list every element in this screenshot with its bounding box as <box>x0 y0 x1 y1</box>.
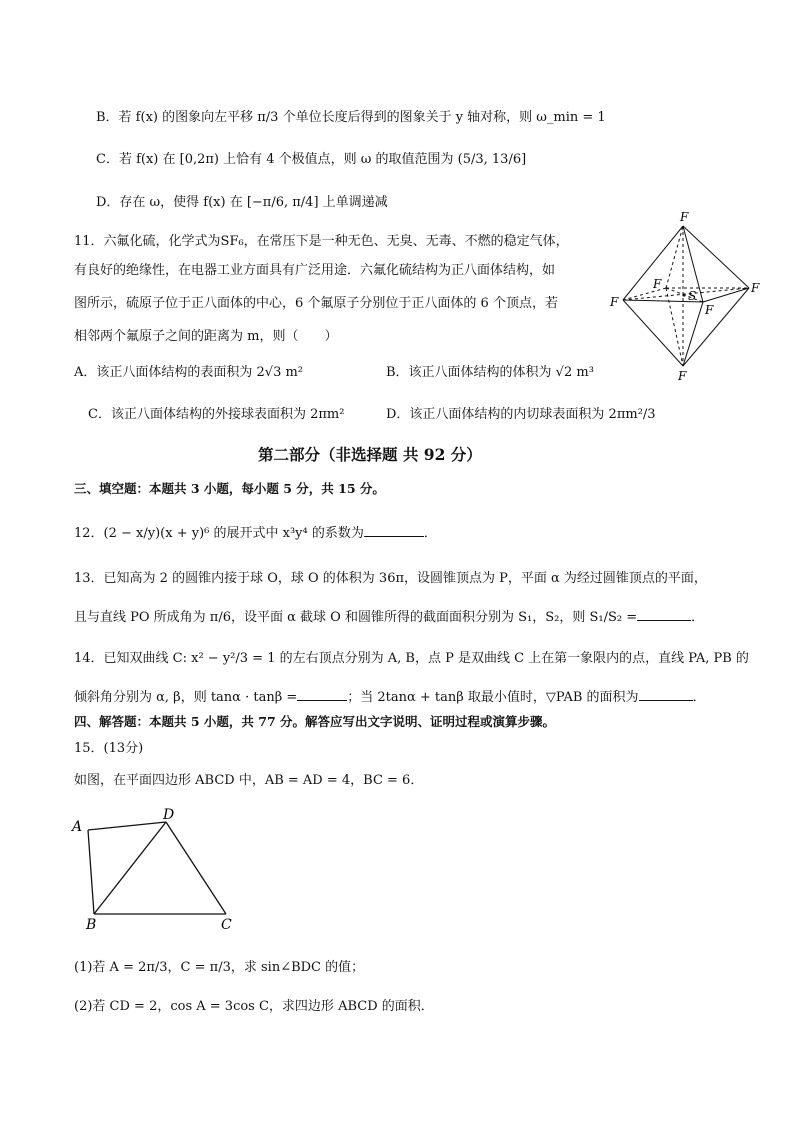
option-c: C．若 f(x) 在 [0,2π) 上恰有 4 个极值点，则 ω 的取值范围为 (5/3, 13/6] <box>96 152 527 167</box>
q11-option-a: A．该正八面体结构的表面积为 2√3 m² <box>74 365 304 380</box>
q13-line-2: 且与直线 PO 所成角为 π/6，设平面 α 截球 O 和圆锥所得的截面面积分别为 S₁，S₂，则 S₁/S₂ = ． <box>74 610 705 625</box>
q11-option-b: B．该正八面体结构的体积为 √2 m³ <box>386 365 594 380</box>
q12-answer-blank <box>364 524 424 537</box>
label-f-bottom: F <box>678 369 687 383</box>
q11-option-c: C．该正八面体结构的外接球表面积为 2πm² <box>88 407 345 422</box>
q15-part-2: (2)若 CD = 2，cos A = 3cos C，求四边形 ABCD 的面积． <box>74 999 434 1014</box>
q11-option-d: D．该正八面体结构的内切球表面积为 2πm²/3 <box>386 407 656 422</box>
label-f-right: F <box>751 281 760 295</box>
q14-line-2: 倾斜角分别为 α, β，则 tanα · tanβ = ；当 2tanα + tanβ 取最小值时，▽PAB 的面积为 ． <box>74 690 706 705</box>
q14-stem-a: 倾斜角分别为 α, β，则 tanα · tanβ = <box>74 690 298 705</box>
label-f-front: F <box>705 303 714 317</box>
label-b: B <box>86 917 97 933</box>
octahedron-figure <box>606 208 766 384</box>
label-f-top: F <box>680 210 689 224</box>
q13-line-1: 13．已知高为 2 的圆锥内接于球 O，球 O 的体积为 36π，设圆锥顶点为 P，平面 α 为经过圆锥顶点的平面， <box>74 571 707 586</box>
label-f-left: F <box>610 295 619 309</box>
q15-part-1: (1)若 A = 2π/3，C = π/3，求 sin∠BDC 的值； <box>74 960 365 975</box>
label-a: A <box>72 819 83 835</box>
q11-line-3: 图所示，硫原子位于正八面体的中心，6 个氟原子分别位于正八面体的 6 个顶点，若 <box>74 296 558 311</box>
q11-line-4: 相邻两个氟原子之间的距离为 m，则（ ） <box>74 329 338 344</box>
option-b: B．若 f(x) 的图象向左平移 π/3 个单位长度后得到的图象关于 y 轴对称，则 ω_min = 1 <box>96 110 606 125</box>
q11-line-1: 11．六氟化硫，化学式为SF₆，在常压下是一种无色、无臭、无毒、不燃的稳定气体， <box>74 234 569 249</box>
label-f-back: F <box>653 277 662 291</box>
section-4-heading: 四、解答题：本题共 5 小题，共 77 分。解答应写出文字说明、证明过程或演算步骤。 <box>74 714 556 729</box>
part-two-title: 第二部分（非选择题 共 92 分） <box>258 445 482 464</box>
q15-stem: 如图，在平面四边形 ABCD 中，AB = AD = 4，BC = 6． <box>74 773 424 788</box>
q14-answer-blank-1 <box>297 688 347 701</box>
label-d: D <box>163 807 175 823</box>
center-point <box>682 293 685 296</box>
q13-answer-blank <box>637 608 691 621</box>
q11-line-2: 有良好的绝缘性，在电器工业方面具有广泛用途．六氟化硫结构为正八面体结构，如 <box>74 263 556 278</box>
q14-answer-blank-2 <box>639 688 693 701</box>
q14-stem-b: ；当 2tanα + tanβ 取最小值时，▽PAB 的面积为 <box>347 690 639 705</box>
q14-line-1: 14．已知双曲线 C: x² − y²/3 = 1 的左右顶点分别为 A, B，点 P 是双曲线 C 上在第一象限内的点，直线 PA, PB 的 <box>74 651 749 666</box>
quadrilateral-figure <box>68 805 244 935</box>
label-c: C <box>221 917 232 933</box>
q12-stem: 12．(2 − x/y)(x + y)⁶ 的展开式中 x³y⁴ 的系数为 <box>74 526 364 541</box>
q15-number: 15．(13分) <box>74 741 144 756</box>
label-s-center: S <box>688 289 697 303</box>
section-3-heading: 三、填空题：本题共 3 小题，每小题 5 分，共 15 分。 <box>74 481 385 496</box>
option-d: D．存在 ω，使得 f(x) 在 [−π/6, π/4] 上单调递减 <box>96 195 388 210</box>
q12-text: 12．(2 − x/y)(x + y)⁶ 的展开式中 x³y⁴ 的系数为 ． <box>74 526 437 541</box>
q13-stem: 且与直线 PO 所成角为 π/6，设平面 α 截球 O 和圆锥所得的截面面积分别为 S₁，S₂，则 S₁/S₂ = <box>74 610 638 625</box>
